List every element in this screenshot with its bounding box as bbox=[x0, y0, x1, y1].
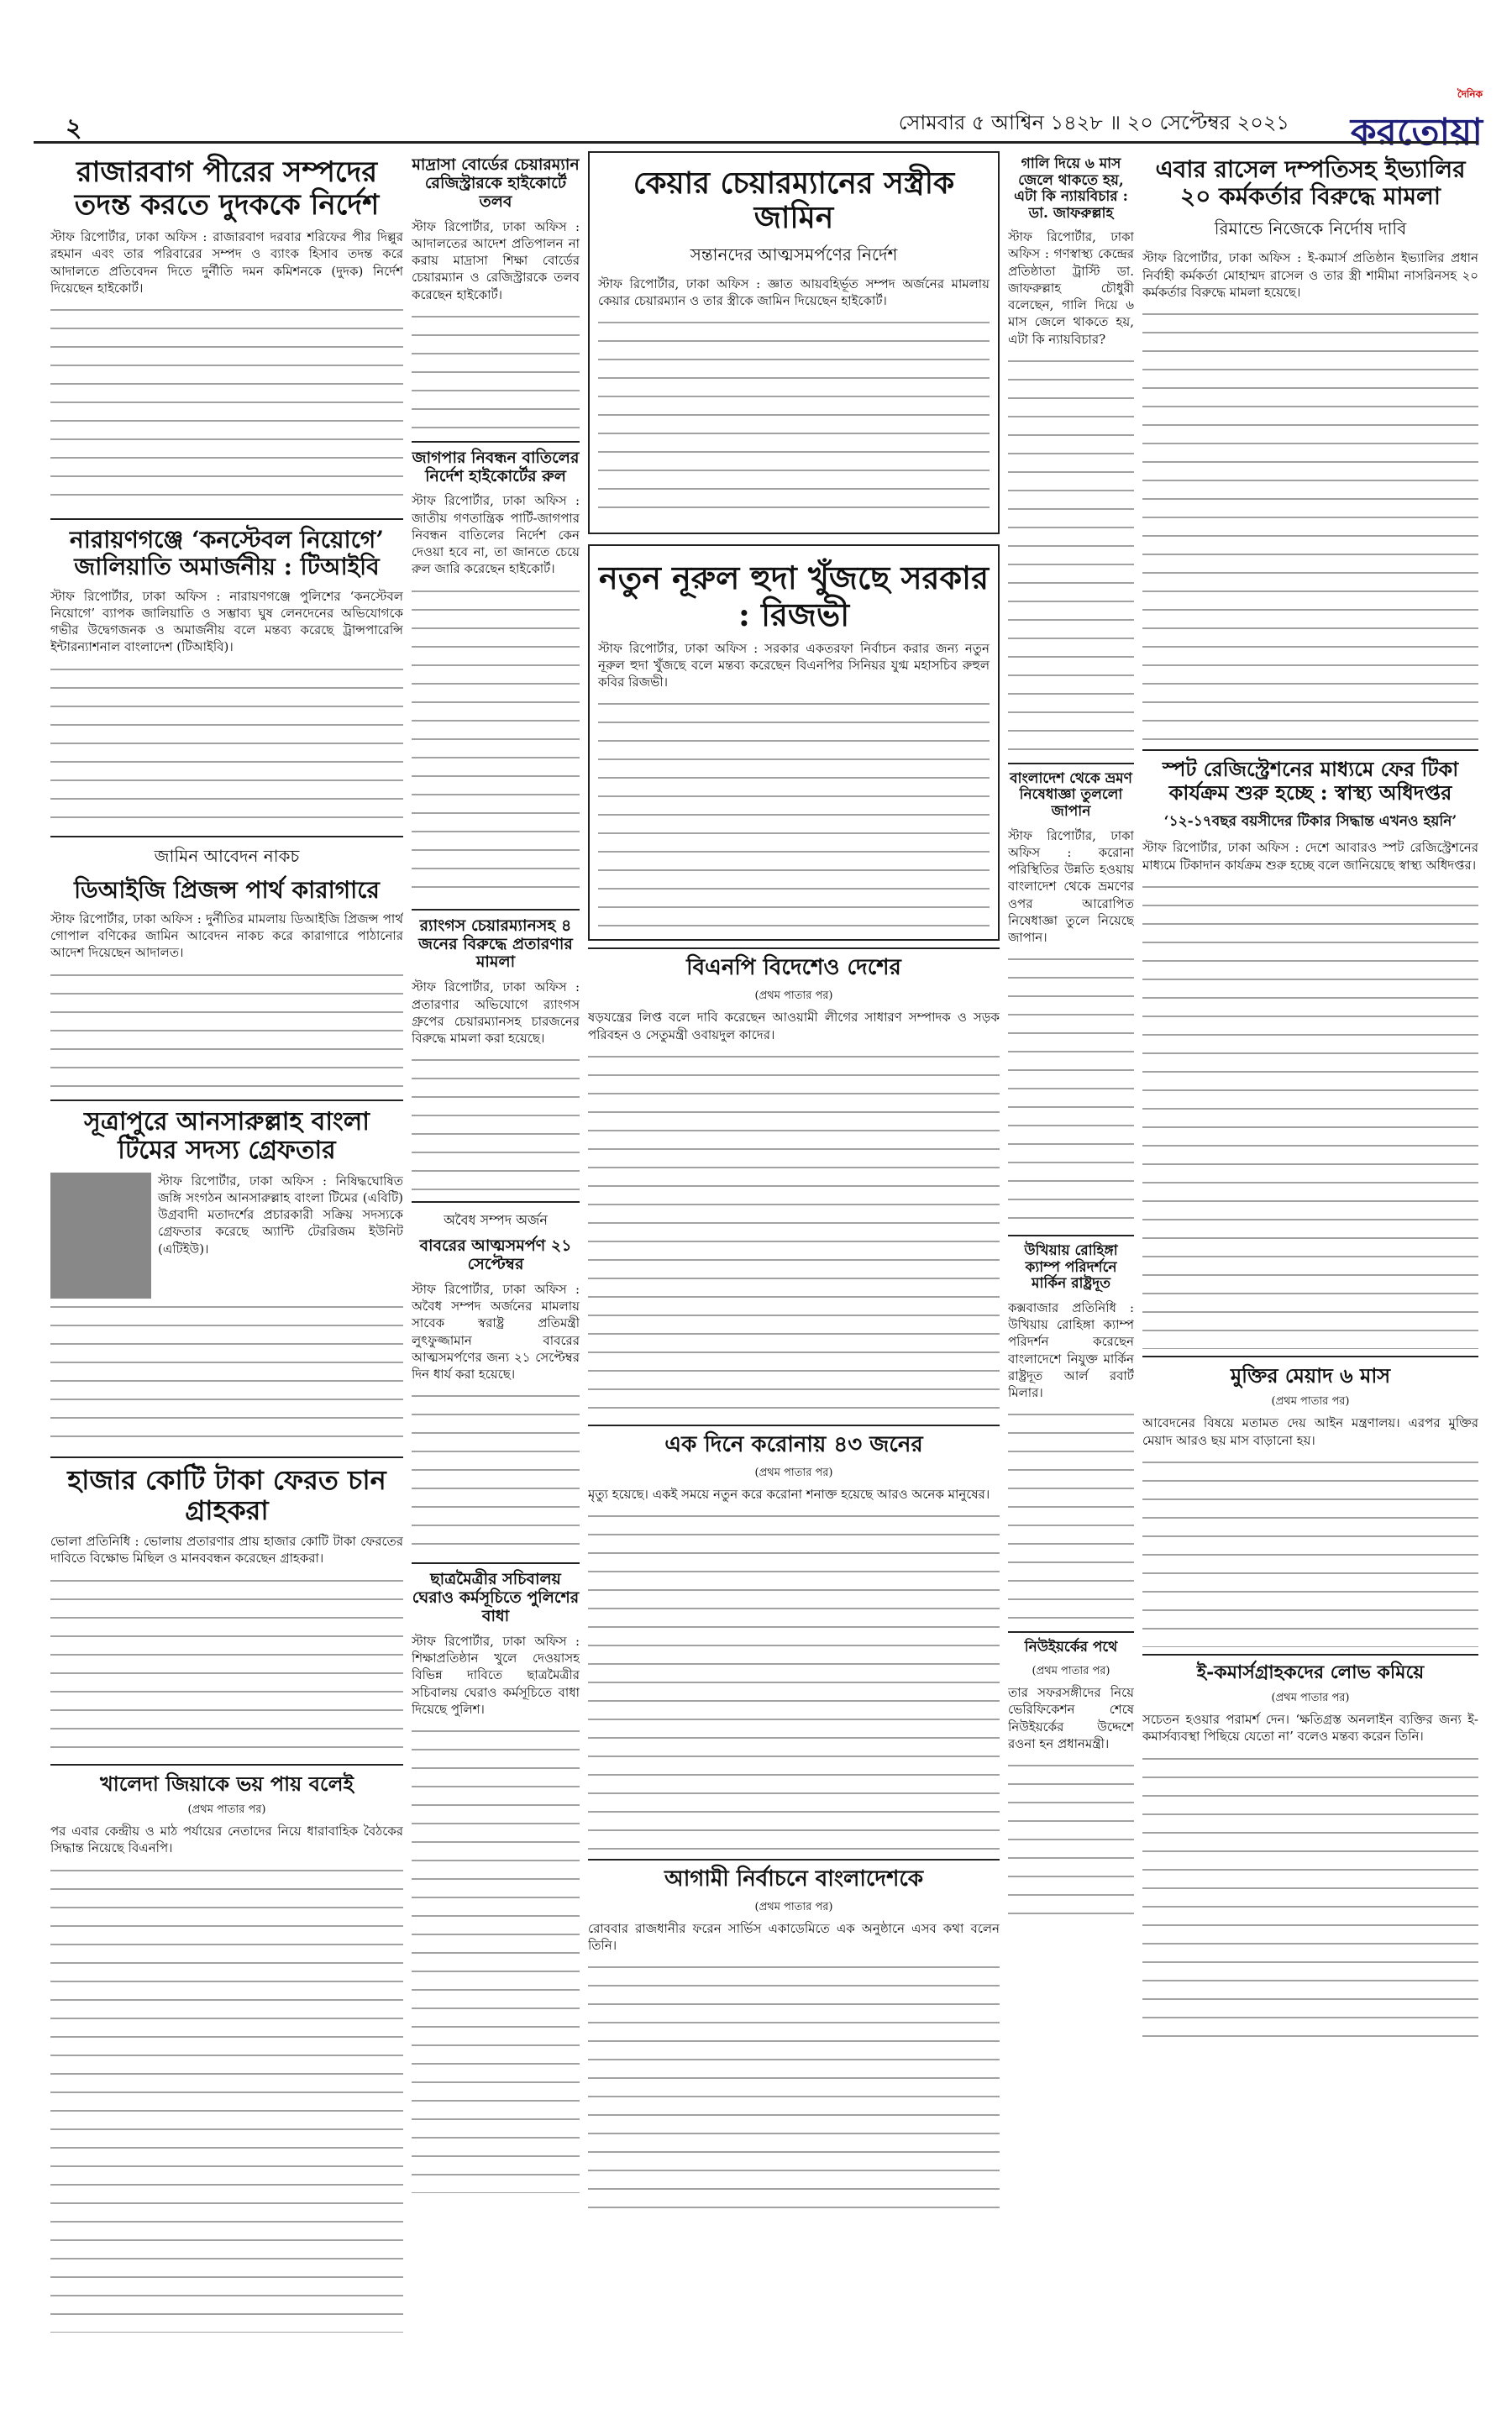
continued-note: (প্রথম পাতার পর) bbox=[187, 1803, 266, 1817]
continued-note: (প্রথম পাতার পর) bbox=[1032, 1665, 1110, 1678]
headline: কেয়ার চেয়ারম্যানের সস্ত্রীক জামিন bbox=[633, 165, 955, 236]
page-number: ২ bbox=[66, 113, 82, 143]
portrait-photo bbox=[50, 1173, 151, 1299]
headline: খালেদা জিয়াকে ভয় পায় বলেই bbox=[100, 1771, 354, 1796]
story-text: স্টাফ রিপোর্টার, ঢাকা অফিস : নারায়ণগঞ্জে পুলিশের ‘কনস্টেবল নিয়োগে’ ব্যাপক জালিয়াতি ও সম্ভাব্য ঘুষ লেনদেনের অভিযোগকে গভীর উদ্বেগজনক ও অমার্জনীয় বলে মন্তব্য করেছে ট্রান্সপারেন্সি ইন্টারন্যাশনাল বাংলাদেশ (টিআইবি)। bbox=[50, 588, 403, 655]
story-rizvi bbox=[588, 544, 1000, 941]
story-text: স্টাফ রিপোর্টার, ঢাকা অফিস : জাতীয় গণতান্ত্রিক পার্টি-জাগপার নিবন্ধন বাতিলের নির্দেশ কেন দেওয়া হবে না, তা জানতে চেয়ে রুল জারি করেছেন হাইকোর্ট। bbox=[412, 493, 580, 577]
masthead-rule bbox=[34, 141, 1478, 144]
story-text: সচেতন হওয়ার পরামর্শ দেন। ‘ক্ষতিগ্রস্ত অনলাইন ব্যক্তির জন্য ই-কমার্সব্যবস্থা পিছিয়ে যেতো না’ বলেও মন্তব্য করেন তিনি। bbox=[1142, 1712, 1478, 1745]
headline: হাজার কোটি টাকা ফেরত চান গ্রাহকরা bbox=[67, 1463, 386, 1527]
column-center bbox=[588, 151, 1000, 2411]
story-text: ষড়যন্ত্রের লিপ্ত বলে দাবি করেছেন আওয়ামী লীগের সাধারণ সম্পাদক ও সড়ক পরিবহন ও সেতুমন্ত্রী ওবায়দুল কাদের। bbox=[588, 1010, 1000, 1042]
headline: রাজারবাগ পীরের সম্পদের তদন্ত করতে দুদককে নির্দেশ bbox=[74, 155, 380, 223]
story-text: তার সফরসঙ্গীদের নিয়ে ভেরিফিকেশন শেষে নিউইয়র্কের উদ্দেশে রওনা হন প্রধানমন্ত্রী। bbox=[1008, 1685, 1134, 1751]
headline: ছাত্রমৈত্রীর সচিবালয় ঘেরাও কর্মসূচিতে পুলিশের বাধা bbox=[412, 1570, 580, 1626]
headline: গালি দিয়ে ৬ মাস জেলে থাকতে হয়, এটা কি ন্যায়বিচার : ডা. জাফরুল্লাহ bbox=[1014, 155, 1128, 222]
column-left bbox=[50, 151, 403, 2411]
headline: নারায়ণগঞ্জে ‘কনস্টেবল নিয়োগে’ জালিয়াতি অমার্জনীয় : টিআইবি bbox=[70, 526, 384, 581]
kicker: অবৈধ সম্পদ অর্জন bbox=[444, 1212, 548, 1229]
headline: নিউইয়র্কের পথে bbox=[1024, 1639, 1118, 1656]
continued-note: (প্রথম পাতার পর) bbox=[754, 1900, 833, 1913]
headline: এবার রাসেল দম্পতিসহ ইভ্যালির ২০ কর্মকর্তার বিরুদ্ধে মামলা bbox=[1155, 155, 1466, 211]
headline: বাংলাদেশ থেকে ভ্রমণ নিষেধাজ্ঞা তুললো জাপান bbox=[1010, 769, 1132, 821]
story-tib bbox=[50, 527, 403, 828]
story-text: স্টাফ রিপোর্টার, ঢাকা অফিস : দুর্নীতির মামলায় ডিআইজি প্রিজন্স পার্থ গোপাল বণিকের জামিন আবেদন নাকচ করে কারাগারে পাঠানোর আদেশ দিয়েছেন আদালত। bbox=[50, 911, 403, 961]
story-text: ভোলা প্রতিনিধি : ভোলায় প্রতারণার প্রায় হাজার কোটি টাকা ফেরতের দাবিতে বিক্ষোভ মিছিল ও মানববন্ধন করেছেন গ্রাহকরা। bbox=[50, 1534, 403, 1567]
headline: উখিয়ায় রোহিঙ্গা ক্যাম্প পরিদর্শনে মার্কিন রাষ্ট্রদূত bbox=[1024, 1242, 1118, 1293]
kicker: রিমান্ডে নিজেকে নির্দোষ দাবি bbox=[1214, 218, 1407, 239]
headline: জাগপার নিবন্ধন বাতিলের নির্দেশ হাইকোর্টের রুল bbox=[412, 448, 580, 485]
story-release-term bbox=[1142, 1364, 1478, 1647]
story-chhatra-moitri bbox=[412, 1571, 580, 2193]
story-corona bbox=[588, 1433, 1000, 1852]
story-text: স্টাফ রিপোর্টার, ঢাকা অফিস : দেশে আবারও স্পট রেজিস্ট্রেশনের মাধ্যমে টিকাদান কার্যক্রম শুরু হচ্ছে বলে জানিয়েছে স্বাস্থ্য অধিদপ্তর। bbox=[1142, 840, 1478, 873]
continued-note: (প্রথম পাতার পর) bbox=[754, 989, 833, 1003]
story-text: মৃত্যু হয়েছে। একই সময়ে নতুন করে করোনা শনাক্ত হয়েছে আরও অনেক মানুষের। bbox=[588, 1486, 990, 1502]
headline: নতুন নূরুল হুদা খুঁজছে সরকার : রিজভী bbox=[599, 559, 989, 633]
story-text: স্টাফ রিপোর্টার, ঢাকা অফিস : নিষিদ্ধঘোষিত জঙ্গি সংগঠন আনসারুল্লাহ বাংলা টিমের (এবিটি) উগ্রবাদী মতাদর্শের প্রচারকারী সক্রিয় সদস্যকে গ্রেফতার করেছে অ্যান্টি টেররিজম ইউনিট (এটিইউ)। bbox=[158, 1173, 403, 1257]
story-thousand-crore bbox=[50, 1465, 403, 1757]
story-ecommerce bbox=[1142, 1662, 1478, 2053]
story-text: স্টাফ রিপোর্টার, ঢাকা অফিস : রাজারবাগ দরবার শরিফের পীর দিল্লুর রহমান এবং তার পরিবারের সম্পদ ও ব্যাংক হিসাব তদন্ত করে আদালতে প্রতিবেদন দিতে দুর্নীতি দমন কমিশনকে (দুদক) নির্দেশ দিয়েছেন হাইকোর্ট। bbox=[50, 229, 403, 296]
story-khaleda bbox=[50, 1772, 403, 2333]
story-text: স্টাফ রিপোর্টার, ঢাকা অফিস : জ্ঞাত আয়বহির্ভূত সম্পদ অর্জনের মামলায় কেয়ার চেয়ারম্যান ও তার স্ত্রীকে জামিন দিয়েছেন হাইকোর্ট। bbox=[598, 276, 990, 309]
continued-note: (প্রথম পাতার পর) bbox=[1271, 1692, 1350, 1705]
story-text: পর এবার কেন্দ্রীয় ও মাঠ পর্যায়ের নেতাদের নিয়ে ধারাবাহিক বৈঠকের সিদ্ধান্ত নিয়েছে বিএনপি। bbox=[50, 1824, 403, 1856]
story-text: স্টাফ রিপোর্টার, ঢাকা অফিস : সরকার একতরফা নির্বাচন করার জন্য নতুন নূরুল হুদা খুঁজছে বলে মন্তব্য করেছেন বিএনপির সিনিয়র যুগ্ম মহাসচিব রুহুল কবির রিজভী। bbox=[598, 640, 990, 690]
story-text: রোববার রাজধানীর ফরেন সার্ভিস একাডেমিতে এক অনুষ্ঠানে এসব কথা বলেন তিনি। bbox=[588, 1920, 1000, 1954]
story-text: কক্সবাজার প্রতিনিধি : উখিয়ায় রোহিঙ্গা ক্যাম্প পরিদর্শন করেছেন বাংলাদেশে নিযুক্ত মার্কিন রাষ্ট্রদূত আর্ল রবার্ট মিলার। bbox=[1008, 1299, 1134, 1401]
masthead bbox=[34, 0, 1483, 154]
kicker: জামিন আবেদন নাকচ bbox=[154, 845, 300, 866]
column-fourth bbox=[1008, 151, 1134, 2411]
story-text: স্টাফ রিপোর্টার, ঢাকা অফিস : অবৈধ সম্পদ অর্জনের মামলায় সাবেক স্বরাষ্ট্র প্রতিমন্ত্রী লুৎফুজ্জামান বাবরের আত্মসমর্পণের জন্য ২১ সেপ্টেম্বর দিন ধার্য করা হয়েছে। bbox=[412, 1281, 580, 1383]
headline: মাদ্রাসা বোর্ডের চেয়ারম্যান রেজিস্ট্রারকে হাইকোর্টে তলব bbox=[412, 155, 580, 211]
story-rajarbag bbox=[50, 156, 403, 512]
headline: র‌্যাংগস চেয়ারম্যানসহ ৪ জনের বিরুদ্ধে প্রতারণার মামলা bbox=[418, 916, 573, 972]
story-text: স্টাফ রিপোর্টার, ঢাকা অফিস : করোনা পরিস্থিতির উন্নতি হওয়ায় বাংলাদেশ থেকে ভ্রমণের ওপর আরোপিত নিষেধাজ্ঞা তুলে নিয়েছে জাপান। bbox=[1008, 827, 1134, 946]
continued-note: (প্রথম পাতার পর) bbox=[754, 1466, 833, 1479]
story-vaccine bbox=[1142, 758, 1478, 1349]
paper-name: করতোয়া bbox=[1350, 111, 1483, 154]
paper-tag: দৈনিক bbox=[1457, 88, 1483, 100]
column-second bbox=[412, 151, 580, 2411]
story-text: আবেদনের বিষয়ে মতামত দেয় আইন মন্ত্রণালয়। এরপর মুক্তির মেয়াদ আরও ছয় মাস বাড়ানো হয়। bbox=[1142, 1415, 1478, 1448]
story-text: স্টাফ রিপোর্টার, ঢাকা অফিস : আদালতের আদেশ প্রতিপালন না করায় মাদ্রাসা শিক্ষা বোর্ডের চেয়ারম্যান ও রেজিস্ট্রারকে তলব করেছেন হাইকোর্ট। bbox=[412, 218, 580, 302]
story-bnp-abroad bbox=[588, 956, 1000, 1417]
story-japan bbox=[1008, 771, 1134, 1228]
headline: বাবরের আত্মসমর্পণ ২১ সেপ্টেম্বর bbox=[419, 1236, 572, 1274]
continued-note: (প্রথম পাতার পর) bbox=[1271, 1395, 1350, 1409]
headline: ডিআইজি প্রিজন্স পার্থ কারাগারে bbox=[74, 875, 380, 904]
headline: এক দিনে করোনায় ৪৩ জনের bbox=[664, 1431, 923, 1457]
headline: মুক্তির মেয়াদ ৬ মাস bbox=[1230, 1362, 1391, 1388]
story-jagpa bbox=[412, 449, 580, 902]
story-madrasa-board bbox=[412, 156, 580, 434]
story-text: স্টাফ রিপোর্টার, ঢাকা অফিস : গণস্বাস্থ্য কেন্দ্রের প্রতিষ্ঠাতা ট্রাস্টি ডা. জাফরুল্লাহ চৌধুরী বলেছেন, গালি দিয়ে ৬ মাস জেলে থাকতে হয়, এটা কি ন্যায়বিচার? bbox=[1008, 229, 1134, 347]
kicker: সন্তানদের আত্মসমর্পণের নির্দেশ bbox=[690, 244, 898, 265]
story-ansarullah bbox=[50, 1108, 403, 1450]
headline: বিএনপি বিদেশেও দেশের bbox=[686, 955, 901, 981]
story-us-ambassador bbox=[1008, 1243, 1134, 1624]
story-next-election bbox=[588, 1867, 1000, 2211]
story-care-chairman bbox=[588, 151, 1000, 534]
story-evaly bbox=[1142, 156, 1478, 743]
story-zafrullah bbox=[1008, 156, 1134, 756]
column-right bbox=[1142, 151, 1478, 2411]
story-text: স্টাফ রিপোর্টার, ঢাকা অফিস : শিক্ষাপ্রতিষ্ঠান খুলে দেওয়াসহ বিভিন্ন দাবিতে ছাত্রমৈত্রীর সচিবালয় ঘেরাও কর্মসূচিতে বাধা দিয়েছে পুলিশ। bbox=[412, 1633, 580, 1717]
story-dig-prisons bbox=[50, 844, 403, 1093]
story-text: স্টাফ রিপোর্টার, ঢাকা অফিস : প্রতারণার অভিযোগে র‌্যাংগস গ্রুপের চেয়ারম্যানসহ চারজনের বিরুদ্ধে মামলা করা হয়েছে। bbox=[412, 979, 580, 1046]
story-new-york bbox=[1008, 1640, 1134, 1925]
headline: স্পট রেজিস্ট্রেশনের মাধ্যমে ফের টিকা কার্যক্রম শুরু হচ্ছে : স্বাস্থ্য অধিদপ্তর bbox=[1162, 757, 1459, 805]
story-text: স্টাফ রিপোর্টার, ঢাকা অফিস : ই-কমার্স প্রতিষ্ঠান ইভ্যালির প্রধান নির্বাহী কর্মকর্তা মোহাম্মদ রাসেল ও তার স্ত্রী শামীমা নাসরিনসহ ২০ কর্মকর্তার বিরুদ্ধে মামলা হয়েছে। bbox=[1142, 250, 1478, 300]
headline: সূত্রাপুরে আনসারুল্লাহ বাংলা টিমের সদস্য গ্রেফতার bbox=[84, 1106, 370, 1165]
kicker: ‘১২-১৭বছর বয়সীদের টিকার সিদ্ধান্ত এখনও হয়নি’ bbox=[1163, 813, 1457, 831]
story-babar bbox=[412, 1210, 580, 1556]
dateline: সোমবার ৫ আশ্বিন ১৪২৮ ॥ ২০ সেপ্টেম্বর ২০২১ bbox=[898, 111, 1289, 134]
headline: ই-কমার্সগ্রাহকদের লোভ কমিয়ে bbox=[1196, 1661, 1425, 1683]
story-rangs bbox=[412, 917, 580, 1195]
headline: আগামী নির্বাচনে বাংলাদেশকে bbox=[664, 1866, 924, 1892]
